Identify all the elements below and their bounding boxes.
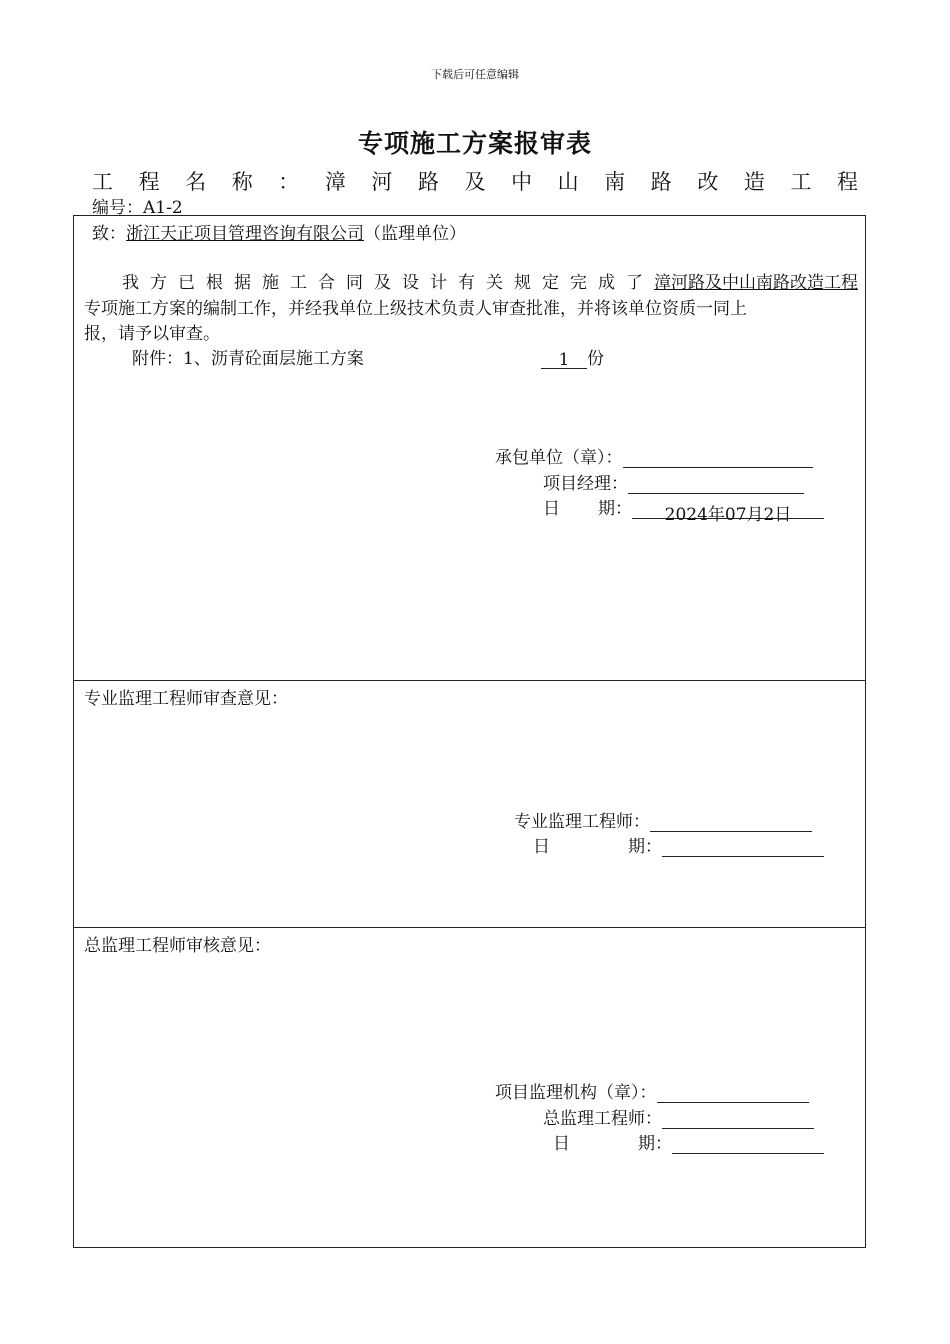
paragraph-char: 合	[318, 273, 335, 293]
date-label-char: 日	[553, 1134, 570, 1154]
paragraph-char: 定	[542, 273, 559, 293]
paragraph-char: 计	[430, 273, 447, 293]
project-name-char: 工	[790, 170, 812, 194]
project-name-char: 程	[138, 170, 160, 194]
date-label-char: 期：	[628, 837, 662, 857]
date-label-char: 期：	[598, 499, 632, 519]
supervision-org-field[interactable]	[657, 1084, 809, 1103]
manager-field[interactable]	[628, 475, 804, 494]
paragraph-char: 工	[290, 273, 307, 293]
project-name-char: 改	[697, 170, 719, 194]
chief-engineer-field[interactable]	[662, 1110, 814, 1129]
date-field-2[interactable]	[662, 838, 824, 857]
paragraph-char: 同	[346, 273, 363, 293]
paragraph-char: 成	[598, 273, 615, 293]
date-field-1[interactable]: 2024年07月2日	[632, 500, 824, 519]
paragraph-char: 设	[402, 273, 419, 293]
project-name-char: 名	[185, 170, 207, 194]
paragraph-char: 规	[514, 273, 531, 293]
document-title: 专项施工方案报审表	[357, 129, 592, 158]
date-field-3[interactable]	[672, 1135, 824, 1154]
attachment-unit: 份	[587, 349, 604, 369]
paragraph-char: 及	[374, 273, 391, 293]
date-label-char: 期：	[638, 1134, 672, 1154]
project-name-char: ：	[278, 170, 300, 194]
paragraph-char: 了	[626, 273, 643, 293]
paragraph-char: 关	[486, 273, 503, 293]
date-label-char: 日	[543, 499, 560, 519]
project-name-char: 中	[511, 170, 533, 194]
manager-line	[543, 469, 804, 494]
paragraph-char: 已	[178, 273, 195, 293]
project-name-char: 程	[837, 170, 858, 194]
attachment-count-line	[541, 344, 604, 369]
date-line-2	[533, 832, 824, 857]
recipient-prefix: 致：	[92, 224, 126, 244]
recipient-line	[92, 219, 466, 244]
chief-review-heading: 总监理工程师审核意见：	[84, 936, 271, 956]
project-name-char: 路	[417, 170, 439, 194]
supervision-org-line	[495, 1078, 809, 1103]
contractor-field[interactable]	[623, 449, 813, 468]
attachment-count[interactable]: 1	[541, 350, 587, 369]
specialist-engineer-line	[514, 807, 812, 832]
attachment-label: 附件：1、沥青砼面层施工方案	[132, 349, 364, 369]
contractor-label: 承包单位（章）：	[495, 448, 623, 468]
paragraph-char: 施	[262, 273, 279, 293]
specialist-review-heading: 专业监理工程师审查意见：	[84, 689, 288, 709]
header-note: 下载后可任意编辑	[431, 68, 519, 81]
project-name-char: 河	[371, 170, 393, 194]
specialist-review-section	[73, 680, 866, 928]
project-name-char: 漳	[324, 170, 346, 194]
recipient-company: 浙江天正项目管理咨询有限公司	[126, 224, 364, 244]
supervision-org-label: 项目监理机构（章）：	[495, 1083, 657, 1103]
contractor-line	[495, 443, 813, 468]
paragraph-char: 我	[122, 273, 139, 293]
paragraph-char: 方	[150, 273, 167, 293]
date-label-char: 日	[533, 837, 550, 857]
project-name-char: 工	[92, 170, 113, 194]
paragraph-line-3: 报，请予以审查。	[84, 324, 220, 344]
manager-label: 项目经理：	[543, 474, 628, 494]
paragraph-char: 有	[458, 273, 475, 293]
date-line-1	[543, 494, 824, 525]
project-name-line	[92, 166, 858, 196]
project-name-char: 路	[650, 170, 672, 194]
chief-engineer-line	[543, 1104, 814, 1129]
specialist-engineer-field[interactable]	[650, 813, 812, 832]
project-name-char: 山	[557, 170, 579, 194]
paragraph-line-1	[122, 268, 858, 293]
paragraph-line-2: 专项施工方案的编制工作，并经我单位上级技术负责人审查批准，并将该单位资质一同上	[84, 299, 747, 319]
specialist-engineer-label: 专业监理工程师：	[514, 812, 650, 832]
project-name-char: 称	[231, 170, 253, 194]
date-line-3	[553, 1129, 824, 1154]
project-name-char: 南	[604, 170, 626, 194]
chief-engineer-label: 总监理工程师：	[543, 1109, 662, 1129]
document-code: 编号：A1-2	[92, 198, 183, 218]
paragraph-char: 完	[570, 273, 587, 293]
project-name-char: 造	[743, 170, 765, 194]
paragraph-project-name: 漳河路及中山南路改造工程	[654, 273, 858, 293]
project-name-char: 及	[464, 170, 486, 194]
paragraph-char: 根	[206, 273, 223, 293]
recipient-suffix: （监理单位）	[364, 224, 466, 244]
paragraph-char: 据	[234, 273, 251, 293]
